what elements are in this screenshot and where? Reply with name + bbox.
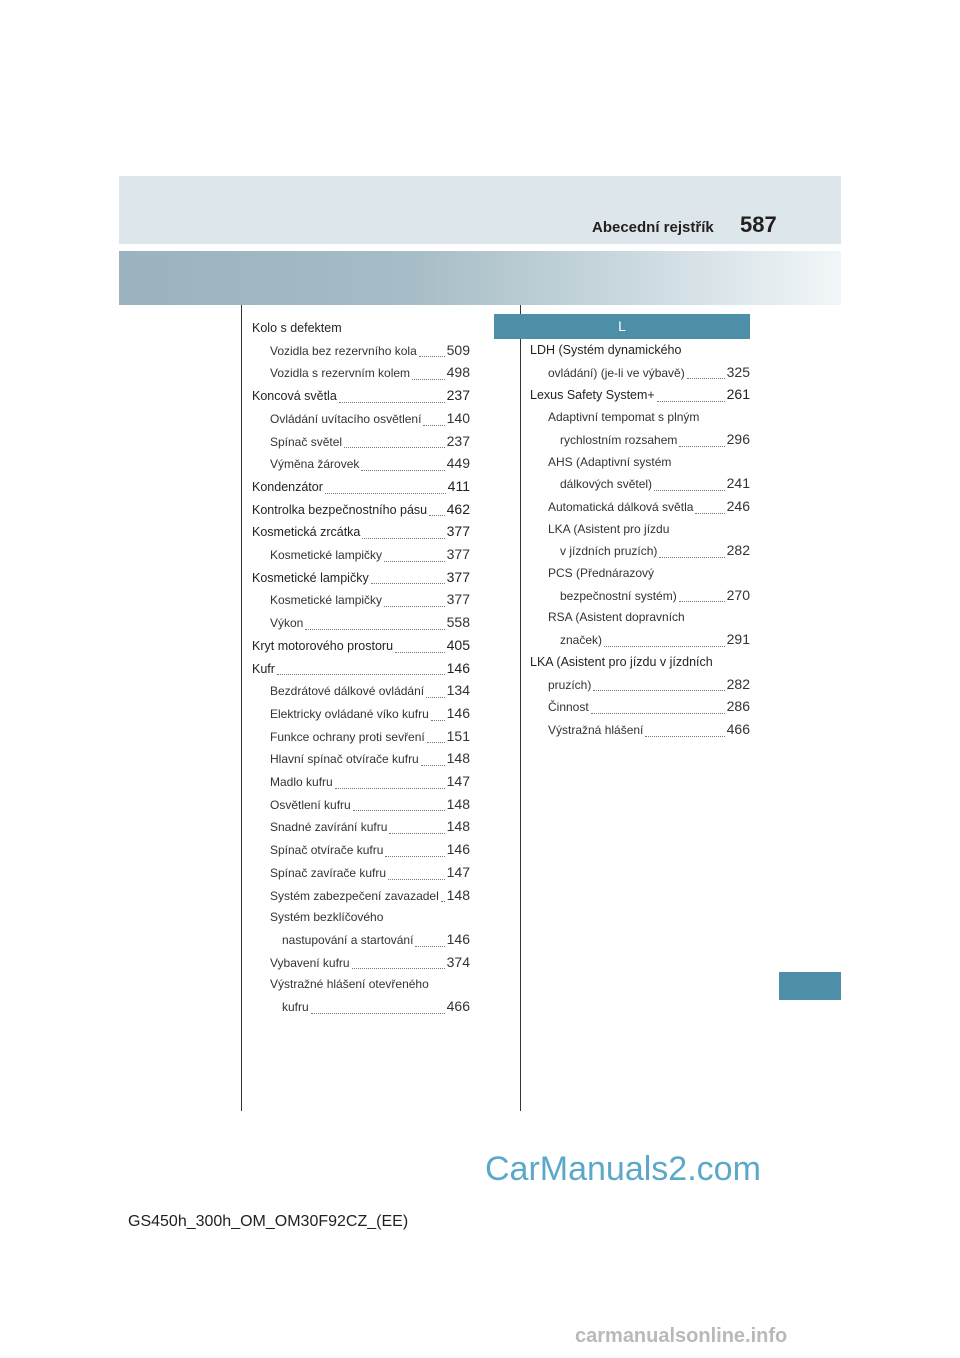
dot-leader <box>344 447 445 448</box>
dot-leader <box>593 690 724 691</box>
index-entry-page: 241 <box>726 475 750 492</box>
index-entry <box>530 540 750 563</box>
index-entry-text: Madlo kufru <box>270 775 333 790</box>
index-entry <box>252 996 470 1019</box>
index-entry <box>252 794 470 817</box>
dot-leader <box>429 515 445 516</box>
index-entry-page: 466 <box>446 998 470 1015</box>
index-entry <box>530 696 750 719</box>
index-entry-page: 146 <box>446 659 470 676</box>
index-entry-text: Systém zabezpečení zavazadel <box>270 888 439 903</box>
index-entry <box>252 453 470 476</box>
index-entry <box>252 499 470 522</box>
index-entry-page: 411 <box>447 477 470 494</box>
index-entry <box>530 585 750 608</box>
index-entry <box>530 674 750 697</box>
dot-leader <box>426 697 445 698</box>
index-entry-page: 148 <box>446 886 470 903</box>
index-entry-text: Kolo s defektem <box>252 321 342 335</box>
column-divider-left <box>241 305 242 1111</box>
index-entry-text: LDH (Systém dynamického <box>530 343 682 357</box>
index-entry <box>530 473 750 496</box>
index-entry-page: 286 <box>726 698 750 715</box>
index-entry <box>252 839 470 862</box>
index-entry <box>252 589 470 612</box>
index-entry <box>530 429 750 452</box>
index-entry-text: Kosmetické lampičky <box>270 593 383 608</box>
index-entry <box>252 635 470 658</box>
index-entry-text: PCS (Přednárazový <box>548 566 655 581</box>
index-entry <box>252 703 470 726</box>
index-column-left <box>252 318 470 1019</box>
document-code: GS450h_300h_OM_OM30F92CZ_(EE) <box>128 1213 409 1230</box>
index-entry <box>530 719 750 742</box>
index-entry-page: 148 <box>446 795 470 812</box>
dot-leader <box>427 742 445 743</box>
index-entry-text: dálkových světel) <box>560 477 653 492</box>
index-entry-text: ovládání) (je-li ve výbavě) <box>548 365 685 380</box>
index-entry <box>252 862 470 885</box>
index-entry <box>252 907 470 929</box>
index-entry-page: 377 <box>446 546 470 563</box>
dot-leader <box>384 606 445 607</box>
dot-leader <box>591 713 725 714</box>
index-entry-page: 237 <box>446 387 470 404</box>
index-entry-text: Spínač světel <box>270 434 343 449</box>
index-entry-page: 246 <box>726 497 750 514</box>
index-entry-page: 462 <box>446 500 470 517</box>
index-entry <box>530 629 750 652</box>
index-entry-page: 237 <box>446 432 470 449</box>
dot-leader <box>395 652 445 653</box>
index-entry-text: Kufr <box>252 661 275 676</box>
dot-leader <box>325 493 446 494</box>
dot-leader <box>679 446 724 447</box>
index-entry-page: 140 <box>446 409 470 426</box>
index-entry-page: 558 <box>446 614 470 631</box>
index-entry-text: Snadné zavírání kufru <box>270 820 388 835</box>
watermark-carmanualsonline: carmanualsonline.info <box>575 1325 788 1347</box>
dot-leader <box>371 583 445 584</box>
index-entry-text: Koncová světla <box>252 389 337 404</box>
index-entry <box>530 519 750 541</box>
section-title: Abecední rejstřík <box>592 219 714 236</box>
index-entry <box>252 612 470 635</box>
index-entry <box>252 385 470 408</box>
index-entry-page: 148 <box>446 818 470 835</box>
dot-leader <box>353 810 445 811</box>
dot-leader <box>277 674 445 675</box>
dot-leader <box>659 557 724 558</box>
index-entry <box>252 567 470 590</box>
dot-leader <box>335 788 445 789</box>
index-entry <box>252 408 470 431</box>
index-entry <box>252 748 470 771</box>
dot-leader <box>305 629 444 630</box>
column-divider-middle <box>520 305 521 1111</box>
index-entry-page: 325 <box>726 363 750 380</box>
index-entry <box>252 974 470 996</box>
index-entry-text: rychlostním rozsahem <box>560 432 678 447</box>
index-entry <box>252 362 470 385</box>
index-entry <box>252 816 470 839</box>
index-entry-text: kufru <box>282 1000 309 1015</box>
dot-leader <box>415 946 444 947</box>
index-entry <box>252 340 470 363</box>
index-entry-text: Kryt motorového prostoru <box>252 638 394 653</box>
index-column-right <box>530 340 750 742</box>
index-entry-text: Výstražná hlášení <box>548 722 644 737</box>
index-entry-text: značek) <box>560 633 603 648</box>
section-tab-marker <box>779 972 841 1000</box>
dot-leader <box>654 490 725 491</box>
index-entry-text: Osvětlení kufru <box>270 797 351 812</box>
index-entry-page: 377 <box>446 523 470 540</box>
index-entry-text: Spínač otvírače kufru <box>270 843 384 858</box>
index-entry-text: Ovládání uvítacího osvětlení <box>270 411 422 426</box>
watermark-carmanuals: CarManuals2.com <box>485 1150 761 1188</box>
index-entry <box>252 952 470 975</box>
index-entry-text: Hlavní spínač otvírače kufru <box>270 752 419 767</box>
index-entry-page: 374 <box>446 953 470 970</box>
index-entry <box>252 658 470 681</box>
index-entry <box>252 544 470 567</box>
index-entry-page: 498 <box>446 364 470 381</box>
index-entry <box>530 563 750 585</box>
index-entry-page: 282 <box>726 675 750 692</box>
index-entry-text: Kosmetická zrcátka <box>252 525 361 540</box>
index-entry-page: 146 <box>446 704 470 721</box>
index-entry-text: Výkon <box>270 616 304 631</box>
index-entry <box>530 407 750 429</box>
dot-leader <box>431 720 445 721</box>
dot-leader <box>311 1013 445 1014</box>
dot-leader <box>412 379 445 380</box>
index-entry <box>530 384 750 407</box>
dot-leader <box>423 425 444 426</box>
dot-leader <box>421 765 445 766</box>
index-entry-page: 146 <box>446 841 470 858</box>
index-entry <box>252 771 470 794</box>
letter-header-l: L <box>494 314 750 339</box>
index-entry-page: 291 <box>726 631 750 648</box>
index-entry <box>252 521 470 544</box>
index-entry-text: Vybavení kufru <box>270 955 350 970</box>
index-entry <box>252 318 470 340</box>
index-entry <box>252 476 470 499</box>
dot-leader <box>657 401 725 402</box>
index-entry-page: 509 <box>446 341 470 358</box>
dot-leader <box>695 513 724 514</box>
dot-leader <box>419 356 445 357</box>
index-entry-text: Adaptivní tempomat s plným <box>548 410 700 425</box>
index-entry-text: Spínač zavírače kufru <box>270 865 387 880</box>
index-entry-text: Lexus Safety System+ <box>530 388 655 403</box>
index-entry <box>530 340 750 362</box>
index-entry-text: v jízdních pruzích) <box>560 544 658 559</box>
index-entry-text: Vozidla s rezervním kolem <box>270 366 411 381</box>
index-entry-page: 296 <box>726 430 750 447</box>
index-entry-text: Výstražné hlášení otevřeného <box>270 977 429 992</box>
dot-leader <box>679 601 725 602</box>
index-entry-text: LKA (Asistent pro jízdu <box>548 521 670 536</box>
index-entry-page: 147 <box>446 863 470 880</box>
dot-leader <box>388 879 445 880</box>
header-band <box>119 176 841 244</box>
index-entry-text: bezpečnostní systém) <box>560 588 677 603</box>
index-entry-page: 270 <box>726 586 750 603</box>
dot-leader <box>385 856 444 857</box>
index-entry <box>530 496 750 519</box>
dot-leader <box>389 833 444 834</box>
dot-leader <box>441 901 445 902</box>
index-entry <box>252 929 470 952</box>
index-entry <box>530 362 750 385</box>
index-entry-page: 377 <box>446 591 470 608</box>
index-entry-text: Kontrolka bezpečnostního pásu <box>252 502 428 517</box>
dot-leader <box>339 402 445 403</box>
index-entry-text: Elektricky ovládané víko kufru <box>270 706 429 721</box>
index-entry-text: AHS (Adaptivní systém <box>548 454 672 469</box>
dot-leader <box>645 736 724 737</box>
index-entry-text: Kosmetické lampičky <box>270 548 383 563</box>
index-entry <box>530 652 750 674</box>
index-entry-text: LKA (Asistent pro jízdu v jízdních <box>530 654 713 669</box>
index-entry-text: Bezdrátové dálkové ovládání <box>270 684 425 699</box>
index-entry-text: Výměna žárovek <box>270 457 360 472</box>
index-entry-page: 405 <box>446 636 470 653</box>
index-entry-page: 146 <box>446 930 470 947</box>
index-entry <box>252 431 470 454</box>
index-entry-page: 147 <box>446 773 470 790</box>
index-entry-text: Automatická dálková světla <box>548 499 694 514</box>
index-entry-text: pruzích) <box>548 677 592 692</box>
index-entry-page: 148 <box>446 750 470 767</box>
index-entry-text: Funkce ochrany proti sevření <box>270 729 425 744</box>
index-entry-text: Vozidla bez rezervního kola <box>270 343 417 358</box>
index-entry <box>252 885 470 908</box>
dot-leader <box>384 561 445 562</box>
index-entry-page: 134 <box>446 682 470 699</box>
dot-leader <box>352 968 445 969</box>
index-entry-text: Systém bezklíčového <box>270 910 384 925</box>
dot-leader <box>604 646 725 647</box>
dot-leader <box>687 378 725 379</box>
index-entry-page: 449 <box>446 455 470 472</box>
index-entry <box>252 726 470 749</box>
index-entry-text: Kosmetické lampičky <box>252 570 369 585</box>
index-entry-page: 377 <box>446 568 470 585</box>
index-entry-text: nastupování a startování <box>282 932 414 947</box>
index-entry-page: 282 <box>726 542 750 559</box>
index-entry <box>530 607 750 629</box>
index-entry-page: 261 <box>726 386 750 403</box>
index-entry-text: Kondenzátor <box>252 479 323 494</box>
decorative-band <box>119 251 841 305</box>
index-entry <box>252 680 470 703</box>
index-entry-page: 466 <box>726 720 750 737</box>
dot-leader <box>362 538 444 539</box>
index-entry <box>530 452 750 474</box>
index-entry-text: RSA (Asistent dopravních <box>548 610 685 625</box>
index-entry-text: Činnost <box>548 700 589 715</box>
dot-leader <box>361 470 444 471</box>
page-number: 587 <box>740 212 777 237</box>
index-entry-page: 151 <box>446 727 470 744</box>
